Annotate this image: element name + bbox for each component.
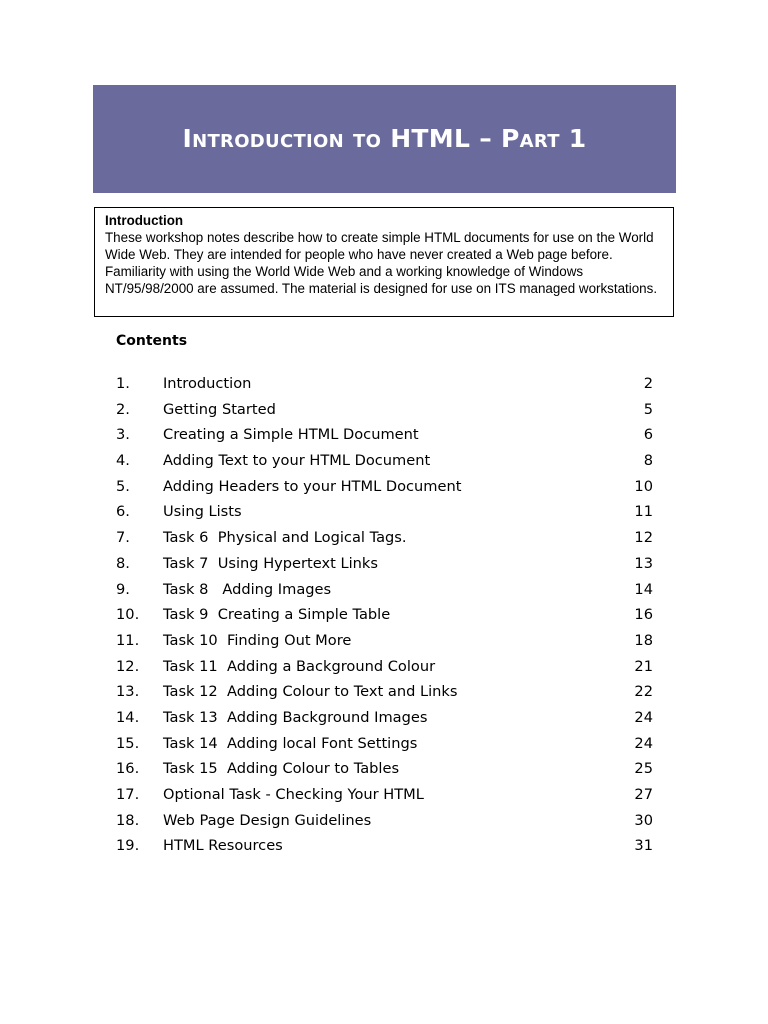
toc-entry: [116, 450, 653, 476]
toc-entry-title: Getting Started: [163, 400, 276, 418]
toc-entry-title: Creating a Simple HTML Document: [163, 426, 419, 444]
toc-entry-number: 16.: [116, 760, 140, 778]
introduction-heading: Introduction: [105, 213, 184, 228]
toc-entry-number: 1.: [116, 375, 130, 392]
toc-entry-title: Task 12 Adding Colour to Text and Links: [163, 683, 458, 701]
toc-entry: [116, 810, 653, 836]
toc-entry-title: Task 8 Adding Images: [163, 580, 332, 598]
toc-entry-number: 19.: [116, 837, 140, 855]
toc-entry-page: 12: [634, 529, 653, 547]
toc-entry-page: 18: [634, 631, 653, 649]
toc-entry-title: Task 13 Adding Background Images: [163, 708, 428, 726]
toc-entry-number: 7.: [116, 529, 130, 547]
toc-entry-title: Using Lists: [163, 503, 242, 521]
toc-entry-page: 13: [634, 554, 653, 572]
toc-entry-page: 14: [634, 580, 653, 598]
toc-entry: [116, 476, 653, 502]
toc-entry-page: 25: [634, 760, 653, 778]
toc-entry-page: 21: [634, 657, 653, 675]
toc-entry: [116, 553, 653, 579]
toc-entry-page: 24: [634, 708, 653, 726]
toc-entry-number: 10.: [116, 606, 140, 624]
toc-entry-number: 2.: [116, 400, 130, 418]
toc-entry: [116, 373, 653, 399]
toc-entry-page: 22: [634, 683, 653, 701]
toc-entry-title: Introduction: [163, 375, 252, 392]
toc-entry-number: 15.: [116, 734, 140, 752]
introduction-body: These workshop notes describe how to create simple HTML documents for use on the World Wide Web. They are intended for people who have never created a Web page before. Familiarity with using the World Wide Web and a working knowledge of Windows NT/95/98/2000 are assumed. The material is designed for use on ITS managed workstations.: [105, 230, 658, 296]
toc-entry-number: 5.: [116, 477, 130, 495]
toc-entry-title: Task 10 Finding Out More: [163, 631, 352, 649]
toc-entry: [116, 630, 653, 656]
toc-entry: [116, 579, 653, 605]
toc-entry-number: 17.: [116, 786, 140, 803]
toc-entry: [116, 784, 653, 810]
toc-entry: [116, 835, 653, 861]
toc-entry-page: 10: [634, 477, 653, 495]
toc-entry: [116, 501, 653, 527]
title-banner: [93, 85, 676, 193]
toc-entry-number: 3.: [116, 426, 130, 444]
toc-entry-page: 5: [643, 400, 653, 418]
toc-entry: [116, 758, 653, 784]
toc-entry-number: 14.: [116, 708, 140, 726]
toc-entry-title: HTML Resources: [163, 837, 283, 855]
introduction-box: [94, 207, 674, 317]
toc-entry-page: 11: [634, 503, 653, 521]
toc-entry-page: 24: [634, 734, 653, 752]
toc-entry-title: Task 7 Using Hypertext Links: [163, 554, 378, 572]
toc-entry-page: 30: [634, 811, 653, 829]
toc-entry: [116, 656, 653, 682]
toc-entry-page: 27: [634, 786, 653, 803]
toc-entry-page: 2: [643, 375, 653, 392]
table-of-contents: [116, 373, 653, 861]
toc-entry-number: 4.: [116, 452, 130, 470]
toc-entry-title: Task 11 Adding a Background Colour: [163, 657, 436, 675]
toc-entry-title: Task 15 Adding Colour to Tables: [163, 760, 400, 778]
toc-entry: [116, 681, 653, 707]
toc-entry-title: Web Page Design Guidelines: [163, 811, 372, 829]
toc-entry-number: 11.: [116, 631, 140, 649]
toc-entry-number: 9.: [116, 580, 130, 598]
toc-entry: [116, 733, 653, 759]
toc-entry-title: Optional Task - Checking Your HTML: [163, 786, 424, 803]
toc-entry-number: 12.: [116, 657, 140, 675]
toc-entry-page: 6: [643, 426, 653, 444]
toc-entry-title: Task 6 Physical and Logical Tags.: [163, 529, 407, 547]
toc-entry-title: Task 14 Adding local Font Settings: [163, 734, 418, 752]
toc-entry-number: 18.: [116, 811, 140, 829]
toc-entry: [116, 424, 653, 450]
toc-entry: [116, 399, 653, 425]
toc-entry-number: 6.: [116, 503, 130, 521]
toc-entry-page: 31: [634, 837, 653, 855]
toc-entry: [116, 604, 653, 630]
toc-entry-page: 16: [634, 606, 653, 624]
contents-heading: Contents: [116, 333, 188, 349]
toc-entry-page: 8: [643, 452, 653, 470]
toc-entry-number: 8.: [116, 554, 130, 572]
toc-entry: [116, 707, 653, 733]
toc-entry: [116, 527, 653, 553]
toc-entry-title: Adding Headers to your HTML Document: [163, 477, 462, 495]
toc-entry-title: Task 9 Creating a Simple Table: [163, 606, 391, 624]
page-title: Introduction to HTML – Part 1: [182, 123, 587, 153]
toc-entry-title: Adding Text to your HTML Document: [163, 452, 431, 470]
toc-entry-number: 13.: [116, 683, 140, 701]
